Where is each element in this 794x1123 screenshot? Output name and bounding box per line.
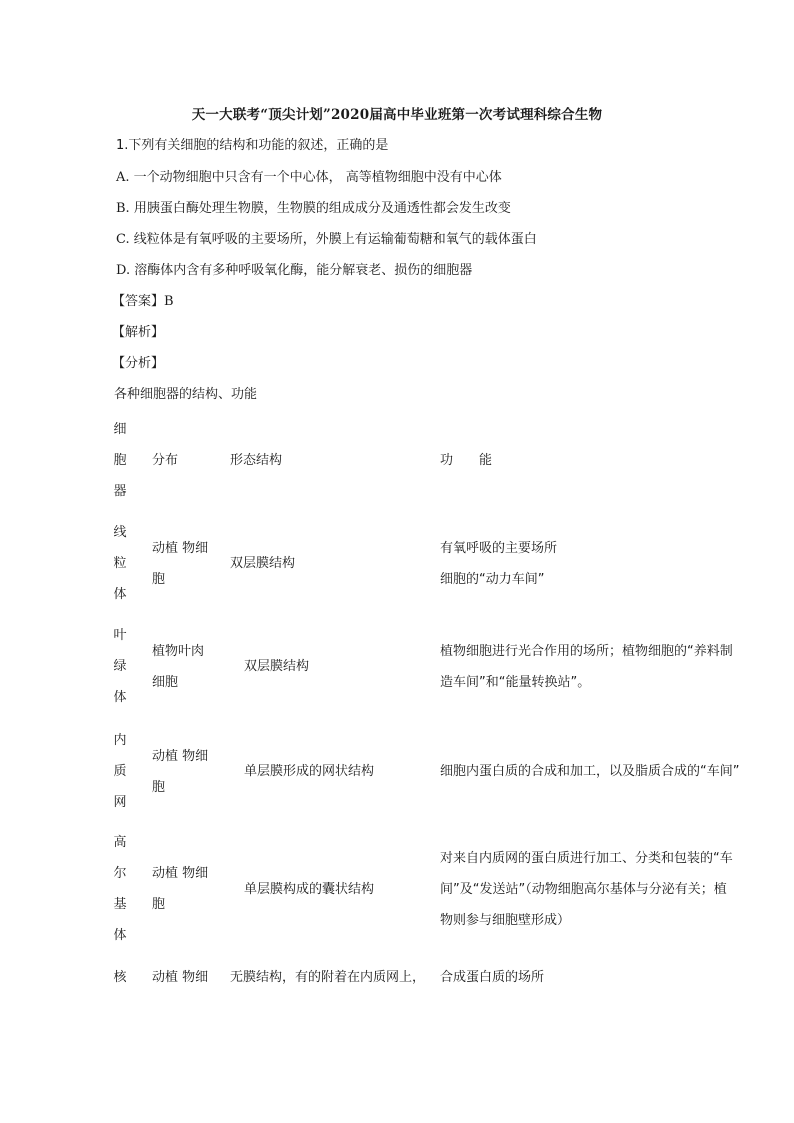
document-title: 天一大联考“顶尖计划”2020届高中毕业班第一次考试理科综合生物 bbox=[191, 107, 603, 123]
row-er-organelle: 内 质 网 bbox=[113, 733, 127, 810]
row-mitochondria-morphology: 双层膜结构 bbox=[230, 556, 296, 571]
row-er-function: 细胞内蛋白质的合成和加工，以及脂质合成的“车间” bbox=[440, 764, 740, 779]
header-organelle: 细 胞 器 bbox=[113, 422, 127, 499]
option-b: B. 用胰蛋白酶处理生物膜，生物膜的组成成分及通透性都会发生改变 bbox=[116, 201, 511, 216]
row-ribosome-organelle: 核 bbox=[113, 970, 127, 985]
row-ribosome-morphology: 无膜结构，有的附着在内质网上， bbox=[230, 970, 426, 985]
row-mitochondria-function: 有氧呼吸的主要场所 细胞的“动力车间” bbox=[440, 541, 558, 587]
row-ribosome-function: 合成蛋白质的场所 bbox=[440, 970, 545, 985]
row-golgi-function: 对来自内质网的蛋白质进行加工、分类和包装的“车 间”及“发送站”（动物细胞高尔基体与分泌有关；植 物则参与细胞壁形成） bbox=[440, 851, 733, 928]
row-chloroplast-morphology: 双层膜结构 bbox=[244, 659, 310, 674]
header-morphology: 形态结构 bbox=[230, 453, 283, 468]
row-chloroplast-function: 植物细胞进行光合作用的场所；植物细胞的“养料制 造车间”和“能量转换站”。 bbox=[440, 644, 733, 690]
row-mitochondria-organelle: 线 粒 体 bbox=[113, 525, 127, 602]
row-chloroplast-distribution: 植物叶肉 细胞 bbox=[152, 644, 205, 690]
option-d: D. 溶酶体内含有多种呼吸氧化酶，能分解衰老、损伤的细胞器 bbox=[116, 263, 473, 278]
row-golgi-morphology: 单层膜构成的囊状结构 bbox=[244, 882, 375, 897]
option-c: C. 线粒体是有氧呼吸的主要场所，外膜上有运输葡萄糖和氧气的载体蛋白 bbox=[116, 232, 537, 247]
row-ribosome-distribution: 动植 物细 bbox=[152, 970, 209, 985]
option-a: A. 一个动物细胞中只含有一个中心体， 高等植物细胞中没有中心体 bbox=[116, 170, 502, 185]
intro-text: 各种细胞器的结构、功能 bbox=[114, 387, 258, 402]
question-stem: 1.下列有关细胞的结构和功能的叙述，正确的是 bbox=[116, 138, 389, 153]
analysis-label: 【解析】 bbox=[112, 325, 165, 340]
row-er-morphology: 单层膜形成的网状结构 bbox=[244, 764, 375, 779]
row-er-distribution: 动植 物细 胞 bbox=[152, 749, 209, 795]
row-golgi-organelle: 高 尔 基 体 bbox=[113, 835, 127, 943]
header-distribution: 分布 bbox=[152, 453, 179, 468]
fenxi-label: 【分析】 bbox=[112, 356, 165, 371]
row-mitochondria-distribution: 动植 物细 胞 bbox=[152, 541, 209, 587]
row-golgi-distribution: 动植 物细 胞 bbox=[152, 866, 209, 912]
answer-label: 【答案】B bbox=[112, 294, 174, 309]
row-chloroplast-organelle: 叶 绿 体 bbox=[113, 628, 127, 705]
header-function: 功 能 bbox=[440, 453, 493, 468]
